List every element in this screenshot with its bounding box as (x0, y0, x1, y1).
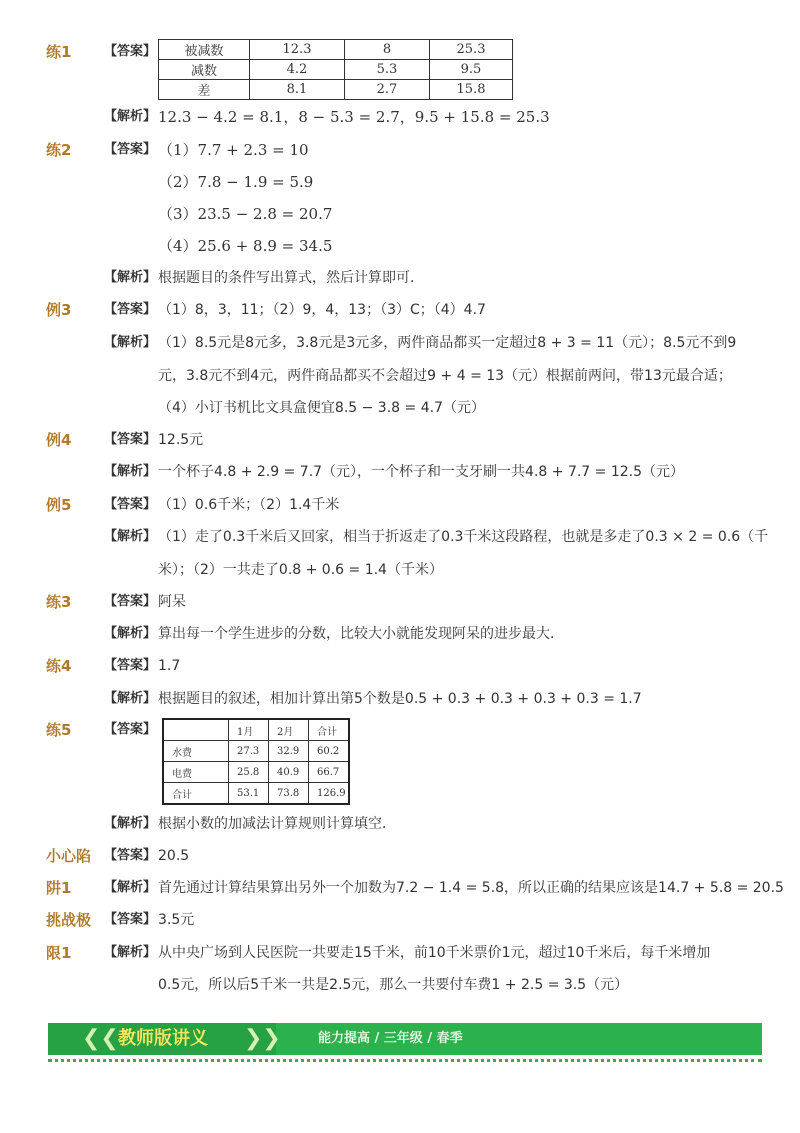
subtraction-table (158, 39, 513, 100)
table-row (163, 741, 349, 762)
answer-text: 阿呆 (158, 594, 186, 610)
banner-subtitle: 能力提高 / 三年级 / 春季 (318, 1031, 463, 1046)
answer-row (0, 200, 800, 228)
answer-tag: 【答案】 (104, 302, 157, 317)
section-label: 限1 (46, 944, 72, 962)
answer-tag: 【答案】 (104, 432, 157, 447)
analysis-text: 0.5元，所以后5千米一共是2.5元，那么一共要付车费1 + 2.5 = 3.5（元） (158, 977, 629, 993)
analysis-row (0, 620, 800, 648)
table-cell: 32.9 (269, 741, 309, 762)
table-cell: 差 (159, 80, 250, 100)
footer-banner (48, 1023, 762, 1055)
analysis-row (0, 685, 800, 713)
table-cell: 15.8 (430, 80, 513, 100)
section-li5 (0, 491, 800, 519)
dotted-divider (48, 1059, 762, 1062)
analysis-tag: 【解析】 (104, 945, 157, 960)
section-label: 挑战极 (46, 911, 92, 929)
table-cell: 2月 (269, 719, 309, 741)
utility-fee-table (162, 718, 350, 805)
answer-text: （1）8，3，11；（2）9，4，13；（3）C；（4）4.7 (158, 302, 486, 318)
answer-row (0, 168, 800, 196)
analysis-text: （1）走了0.3千米后又回家，相当于折返走了0.3千米这段路程，也就是多走了0.3 × 2 = 0.6（千 (158, 529, 769, 545)
answer-text: （1）7.7 + 2.3 = 10 (158, 141, 309, 159)
answer-tag: 【答案】 (104, 497, 157, 512)
section-label: 小心陷 (46, 847, 92, 865)
analysis-text: （1）8.5元是8元多，3.8元是3元多，两件商品都买一定超过8 + 3 = 11（元）；8.5元不到9 (158, 335, 737, 351)
answer-tag: 【答案】 (104, 594, 157, 609)
analysis-text: 根据题目的条件写出算式，然后计算即可． (158, 270, 424, 286)
table-cell: 5.3 (345, 60, 430, 80)
analysis-text: 米）；（2）一共走了0.8 + 0.6 = 1.4（千米） (158, 562, 443, 578)
answer-tag: 【答案】 (104, 912, 157, 927)
table-cell: 25.8 (229, 762, 269, 783)
analysis-tag: 【解析】 (104, 109, 157, 124)
table-cell: 126.9 (309, 783, 350, 805)
answer-tag: 【答案】 (104, 142, 157, 157)
answer-text: （1）0.6千米；（2）1.4千米 (158, 497, 340, 513)
analysis-tag: 【解析】 (104, 335, 157, 350)
analysis-text: 12.3 − 4.2 = 8.1，8 − 5.3 = 2.7，9.5 + 15.8 = 25.3 (158, 108, 550, 126)
section-lian2 (0, 136, 800, 164)
table-cell: 27.3 (229, 741, 269, 762)
table-cell: 73.8 (269, 783, 309, 805)
section-label: 例5 (46, 496, 72, 514)
analysis-text: 一个杯子4.8 + 2.9 = 7.7（元），一个杯子和一支牙刷一共4.8 + 7.7 = 12.5（元） (158, 464, 685, 480)
section-label: 例3 (46, 301, 72, 319)
answer-text: 1.7 (158, 658, 181, 674)
section-label: 练4 (46, 657, 72, 675)
table-cell (163, 719, 229, 741)
table-cell: 减数 (159, 60, 250, 80)
answer-row (0, 232, 800, 260)
analysis-tag: 【解析】 (104, 691, 157, 706)
section-li4 (0, 426, 800, 454)
table-cell: 4.2 (250, 60, 345, 80)
analysis-row (0, 329, 800, 357)
analysis-row (0, 264, 800, 292)
table-cell: 合计 (309, 719, 350, 741)
analysis-row (0, 523, 800, 551)
section-xian1 (0, 939, 800, 967)
analysis-text: 根据题目的叙述，相加计算出第5个数是0.5 + 0.3 + 0.3 + 0.3 + 0.3 = 1.7 (158, 691, 642, 707)
table-cell: 53.1 (229, 783, 269, 805)
section-li3 (0, 296, 800, 324)
table-cell: 电费 (163, 762, 229, 783)
table-row (159, 40, 513, 60)
double-chevron-left-icon: ❮❮ (82, 1026, 119, 1051)
double-chevron-right-icon: ❯❯ (244, 1026, 281, 1051)
table-cell: 66.7 (309, 762, 350, 783)
analysis-tag: 【解析】 (104, 626, 157, 641)
table-row (163, 783, 349, 805)
table-cell: 1月 (229, 719, 269, 741)
analysis-row (0, 556, 800, 584)
answer-tag: 【答案】 (104, 44, 157, 59)
table-row (163, 719, 349, 741)
table-cell: 8.1 (250, 80, 345, 100)
analysis-row (0, 458, 800, 486)
table-row (163, 762, 349, 783)
section-xiaoxin (0, 842, 800, 870)
table-cell: 合计 (163, 783, 229, 805)
answer-text: 3.5元 (158, 912, 195, 928)
table-row (159, 80, 513, 100)
answer-text: 20.5 (158, 848, 190, 864)
table-row (159, 60, 513, 80)
section-label: 练5 (46, 721, 72, 739)
section-fu1 (0, 874, 800, 902)
answer-text: （2）7.8 − 1.9 = 5.9 (158, 173, 314, 191)
table-cell: 2.7 (345, 80, 430, 100)
analysis-tag: 【解析】 (104, 270, 157, 285)
banner-title: 教师版讲义 (118, 1028, 208, 1049)
table-cell: 25.3 (430, 40, 513, 60)
analysis-text: 从中央广场到人民医院一共要走15千米，前10千米票价1元，超过10千米后，每千米增加 (158, 945, 711, 961)
table-cell: 40.9 (269, 762, 309, 783)
table-cell: 60.2 (309, 741, 350, 762)
analysis-text: 元，3.8元不到4元，两件商品都买不会超过9 + 4 = 13（元）根据前两问，带13元最合适； (158, 368, 732, 384)
answer-tag: 【答案】 (104, 848, 157, 863)
section-lian4 (0, 652, 800, 680)
analysis-text: 首先通过计算结果算出另外一个加数为7.2 − 1.4 = 5.8，所以正确的结果应该是14.7 + 5.8 = 20.5 (158, 880, 784, 896)
table-cell: 被减数 (159, 40, 250, 60)
table-cell: 水费 (163, 741, 229, 762)
analysis-row (0, 810, 800, 838)
analysis-text: 算出每一个学生进步的分数，比较大小就能发现阿呆的进步最大． (158, 626, 564, 642)
table-cell: 12.3 (250, 40, 345, 60)
table-cell: 8 (345, 40, 430, 60)
answer-text: （4）25.6 + 8.9 = 34.5 (158, 237, 333, 255)
analysis-text: （4）小订书机比文具盒便宜8.5 − 3.8 = 4.7（元） (158, 400, 485, 416)
analysis-tag: 【解析】 (104, 880, 157, 895)
analysis-tag: 【解析】 (104, 529, 157, 544)
section-lian3 (0, 588, 800, 616)
analysis-text: 根据小数的加减法计算规则计算填空． (158, 816, 396, 832)
analysis-tag: 【解析】 (104, 816, 157, 831)
answer-tag: 【答案】 (104, 722, 157, 737)
analysis-row (0, 362, 800, 390)
section-lian5 (0, 716, 800, 744)
section-label: 阱1 (46, 879, 72, 897)
section-label: 练3 (46, 593, 72, 611)
answer-tag: 【答案】 (104, 658, 157, 673)
analysis-row (0, 394, 800, 422)
section-tiaozhan (0, 906, 800, 934)
analysis-row (0, 971, 800, 999)
answer-text: 12.5元 (158, 432, 204, 448)
section-label: 练2 (46, 141, 72, 159)
table-cell: 9.5 (430, 60, 513, 80)
analysis-tag: 【解析】 (104, 464, 157, 479)
analysis-row (0, 103, 800, 131)
answer-text: （3）23.5 − 2.8 = 20.7 (158, 205, 333, 223)
section-label: 练1 (46, 43, 72, 61)
section-label: 例4 (46, 431, 72, 449)
